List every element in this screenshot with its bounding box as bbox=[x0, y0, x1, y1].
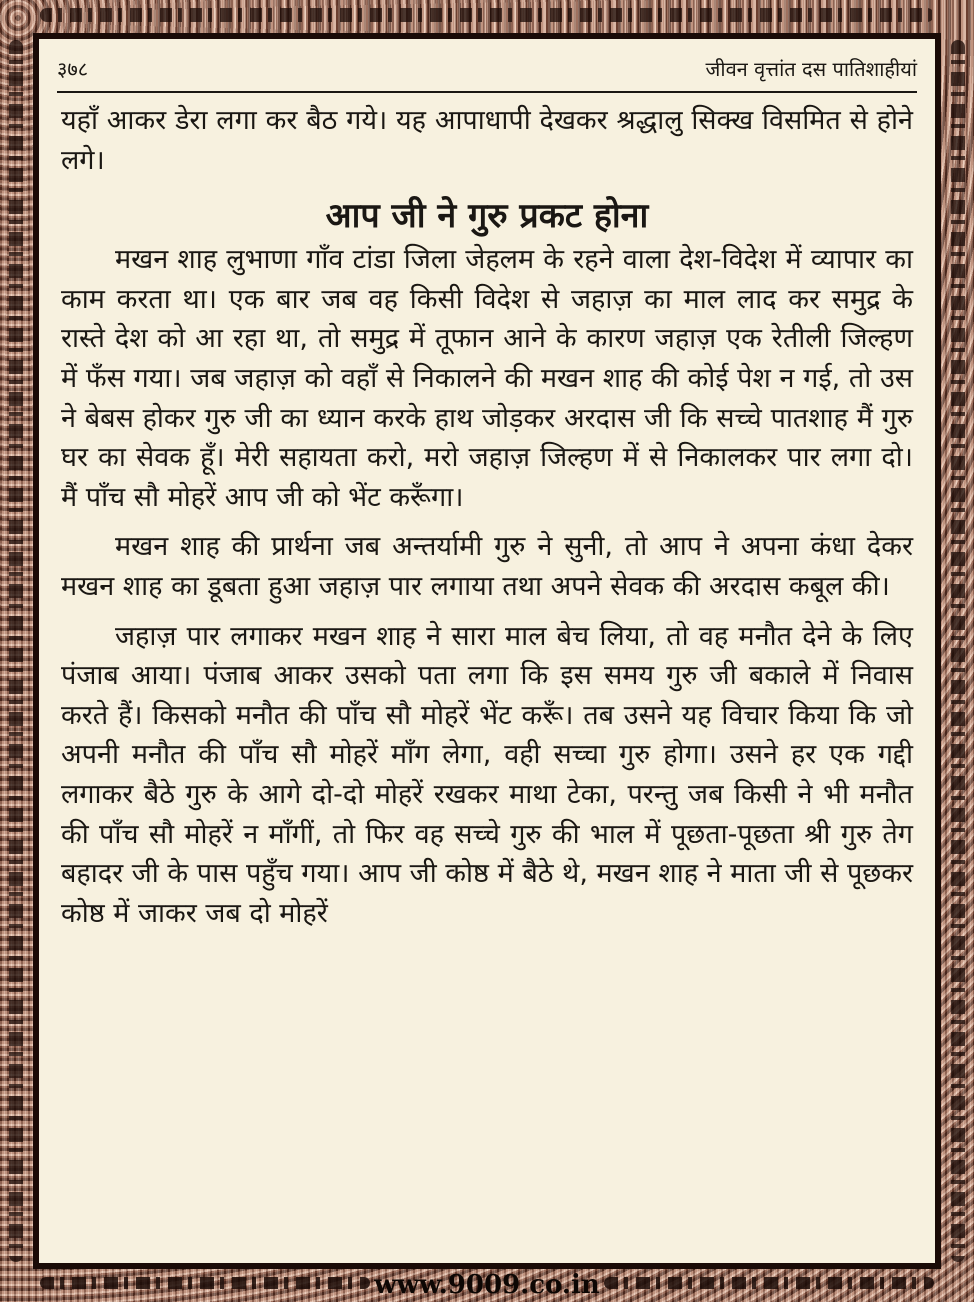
running-title: जीवन वृत्तांत दस पातिशाहीयां bbox=[705, 57, 917, 81]
page-number: ३७८ bbox=[57, 57, 89, 81]
website-link[interactable]: www.9009.co.in bbox=[374, 1270, 600, 1300]
top-ornament bbox=[40, 8, 934, 22]
page-header bbox=[57, 55, 917, 85]
left-ornament bbox=[9, 40, 23, 1262]
page-body bbox=[61, 101, 913, 933]
paragraph-3: जहाज़ पार लगाकर मखन शाह ने सारा माल बेच लिया, तो वह मनौत देने के लिए पंजाब आया। पंजाब आकर उसको पता लगा कि इस समय गुरु जी बकाले में निवास करते हैं। किसको मनौत की पाँच सौ मोहरें भेंट करूँ। तब उसने यह विचार किया कि जो अपनी मनौत की पाँच सौ मोहरें माँग लेगा, वही सच्चा गुरु होगा। उसने हर एक गद्दी लगाकर बैठे गुरु के आगे दो-दो मोहरें रखकर माथा टेका, परन्तु जब किसी ने भी मनौत की पाँच सौ मोहरें न माँगीं, तो फिर वह सच्चे गुरु की भाल में पूछता-पूछता श्री गुरु तेग बहादर जी के पास पहुँच गया। आप जी कोष्ठ में बैठे थे, मखन शाह ने माता जी से पूछकर कोष्ठ में जाकर जब दो मोहरें bbox=[61, 620, 913, 929]
right-ornament bbox=[951, 40, 965, 1262]
header-rule bbox=[57, 91, 917, 93]
book-page bbox=[39, 39, 935, 1263]
page-footer bbox=[0, 1266, 974, 1302]
paragraph-continued: यहाँ आकर डेरा लगा कर बैठ गये। यह आपाधापी देखकर श्रद्धालु सिक्ख विसमित से होने लगे। bbox=[61, 105, 913, 176]
paragraph-1: मखन शाह लुभाणा गाँव टांडा जिला जेहलम के रहने वाला देश-विदेश में व्यापार का काम करता था। एक बार जब वह किसी विदेश से जहाज़ का माल लाद कर समुद्र के रास्ते देश को आ रहा था, तो समुद्र में तूफान आने के कारण जहाज़ एक रेतीली जिल्हण में फँस गया। जब जहाज़ को वहाँ से निकालने की मखन शाह की कोई पेश न गई, तो उस ने बेबस होकर गुरु जी का ध्यान करके हाथ जोड़कर अरदास जी कि सच्चे पातशाह मैं गुरु घर का सेवक हूँ। मेरी सहायता करो, मरो जहाज़ जिल्हण में से निकालकर पार लगा दो। मैं पाँच सौ मोहरें आप जी को भेंट करूँगा। bbox=[61, 244, 913, 513]
paragraph-2: मखन शाह की प्रार्थना जब अन्तर्यामी गुरु ने सुनी, तो आप ने अपना कंधा देकर मखन शाह का डूबता हुआ जहाज़ पार लगाया तथा अपने सेवक की अरदास कबूल की। bbox=[61, 531, 913, 602]
section-heading: आप जी ने गुरु प्रकट होना bbox=[325, 196, 649, 237]
